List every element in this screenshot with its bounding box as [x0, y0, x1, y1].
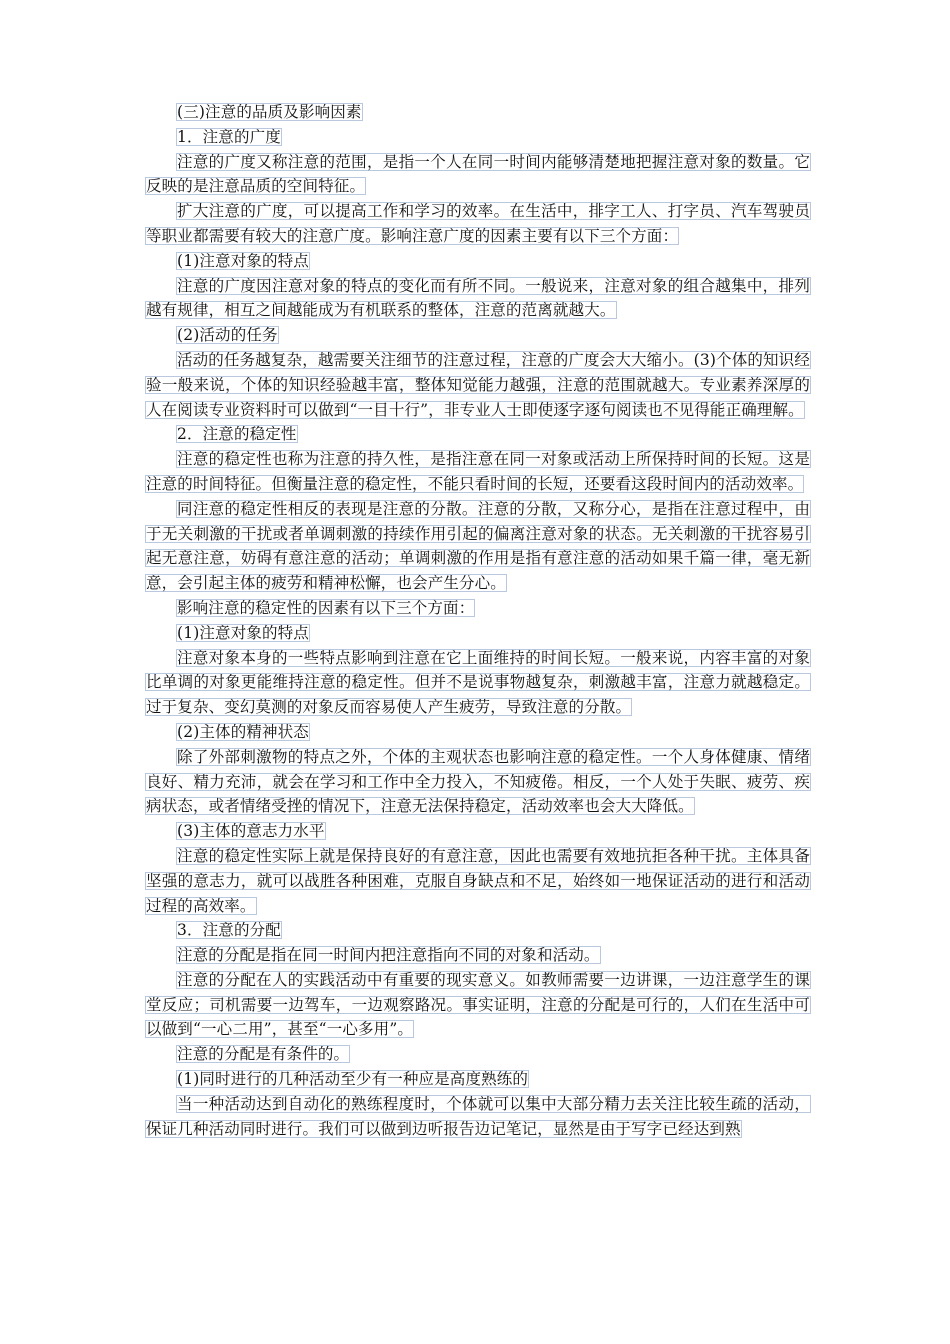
paragraph: [145, 274, 811, 324]
paragraph: [145, 447, 811, 497]
list-heading: [145, 249, 811, 274]
paragraph: [145, 943, 811, 968]
list-heading: [145, 621, 811, 646]
paragraph-text: 同注意的稳定性相反的表现是注意的分散。注意的分散，又称分心，是指在注意过程中，由于无关刺激的干扰或者单调刺激的持续作用引起的偏离注意对象的状态。无关刺激的干扰容易引起无意注意，妨碍有意注意的活动；单调刺激的作用是指有意注意的活动如果千篇一律，毫无新意，会引起主体的疲劳和精神松懈，也会产生分心。: [146, 499, 810, 593]
paragraph: [145, 348, 811, 422]
paragraph-text: 注意的分配在人的实践活动中有重要的现实意义。如教师需要一边讲课，一边注意学生的课堂反应；司机需要一边驾车，一边观察路况。事实证明，注意的分配是可行的，人们在生活中可以做到“一心二用”，甚至“一心多用”。: [146, 970, 810, 1039]
paragraph-text: 注意的稳定性也称为注意的持久性，是指注意在同一对象或活动上所保持时间的长短。这是注意的时间特征。但衡量注意的稳定性，不能只看时间的长短，还要看这段时间内的活动效率。: [146, 450, 810, 493]
paragraph: [145, 1042, 811, 1067]
paragraph: [145, 150, 811, 200]
paragraph-text: 注意的稳定性实际上就是保持良好的有意注意，因此也需要有效地抗拒各种干扰。主体具备坚强的意志力，就可以战胜各种困难，克服自身缺点和不足，始终如一地保证活动的进行和活动过程的高效率。: [146, 846, 810, 915]
paragraph-text: 注意的广度因注意对象的特点的变化而有所不同。一般说来，注意对象的组合越集中，排列越有规律，相互之间越能成为有机联系的整体，注意的范离就越大。: [146, 276, 810, 320]
paragraph-text: (2)活动的任务: [177, 326, 278, 345]
paragraph: [145, 968, 811, 1042]
paragraph-text: (1)同时进行的几种活动至少有一种应是高度熟练的: [177, 1070, 529, 1089]
section-heading-qualities: [145, 100, 811, 125]
list-heading: [145, 323, 811, 348]
paragraph-text: (3)主体的意志力水平: [177, 822, 325, 841]
paragraph-text: 1．注意的广度: [177, 127, 281, 146]
paragraph-text: 注意的广度又称注意的范围，是指一个人在同一时间内能够清楚地把握注意对象的数量。它反映的是注意品质的空间特征。: [146, 152, 810, 196]
paragraph: [145, 1092, 811, 1142]
list-heading: [145, 1067, 811, 1092]
paragraph-text: 注意的分配是指在同一时间内把注意指向不同的对象和活动。: [177, 946, 600, 965]
paragraph-text: 扩大注意的广度，可以提高工作和学习的效率。在生活中，排字工人、打字员、汽车驾驶员等职业都需要有较大的注意广度。影响注意广度的因素主要有以下三个方面：: [146, 202, 810, 245]
paragraph: [145, 745, 811, 819]
subheading-attention-span: [145, 125, 811, 150]
paragraph-text: (1)注意对象的特点: [177, 251, 309, 270]
paragraph-text: (三)注意的品质及影响因素: [177, 103, 362, 121]
list-heading: [145, 819, 811, 844]
paragraph: [145, 646, 811, 720]
paragraph: [145, 497, 811, 596]
paragraph-text: (2)主体的精神状态: [177, 722, 309, 741]
paragraph-text: 活动的任务越复杂，越需要关注细节的注意过程，注意的广度会大大缩小。(3)个体的知识经验一般来说，个体的知识经验越丰富，整体知觉能力越强，注意的范围就越大。专业素养深厚的人在阅读专业资料时可以做到“一目十行”，非专业人士即使逐字逐句阅读也不见得能正确理解。: [146, 350, 810, 419]
paragraph-text: 注意的分配是有条件的。: [177, 1045, 350, 1064]
paragraph-text: 3．注意的分配: [177, 921, 281, 940]
paragraph: [145, 199, 811, 249]
paragraph: [145, 596, 811, 621]
paragraph-text: 2．注意的稳定性: [177, 425, 297, 444]
paragraph-text: 当一种活动达到自动化的熟练程度时，个体就可以集中大部分精力去关注比较生疏的活动，保证几种活动同时进行。我们可以做到边听报告边记笔记，显然是由于写字已经达到熟: [146, 1094, 810, 1138]
paragraph-text: 注意对象本身的一些特点影响到注意在它上面维持的时间长短。一般来说，内容丰富的对象比单调的对象更能维持注意的稳定性。但并不是说事物越复杂，刺激越丰富，注意力就越稳定。过于复杂、变幻莫测的对象反而容易使人产生疲劳，导致注意的分散。: [146, 648, 810, 717]
subheading-attention-stability: [145, 422, 811, 447]
paragraph-text: 除了外部刺激物的特点之外，个体的主观状态也影响注意的稳定性。一个人身体健康、情绪良好、精力充沛，就会在学习和工作中全力投入，不知疲倦。相反，一个人处于失眠、疲劳、疾病状态，或者情绪受挫的情况下，注意无法保持稳定，活动效率也会大大降低。: [146, 747, 810, 816]
subheading-attention-distribution: [145, 918, 811, 943]
paragraph-text: (1)注意对象的特点: [177, 623, 309, 642]
paragraph: [145, 844, 811, 918]
list-heading: [145, 720, 811, 745]
document-body: [145, 100, 811, 1141]
paragraph-text: 影响注意的稳定性的因素有以下三个方面：: [177, 598, 475, 617]
